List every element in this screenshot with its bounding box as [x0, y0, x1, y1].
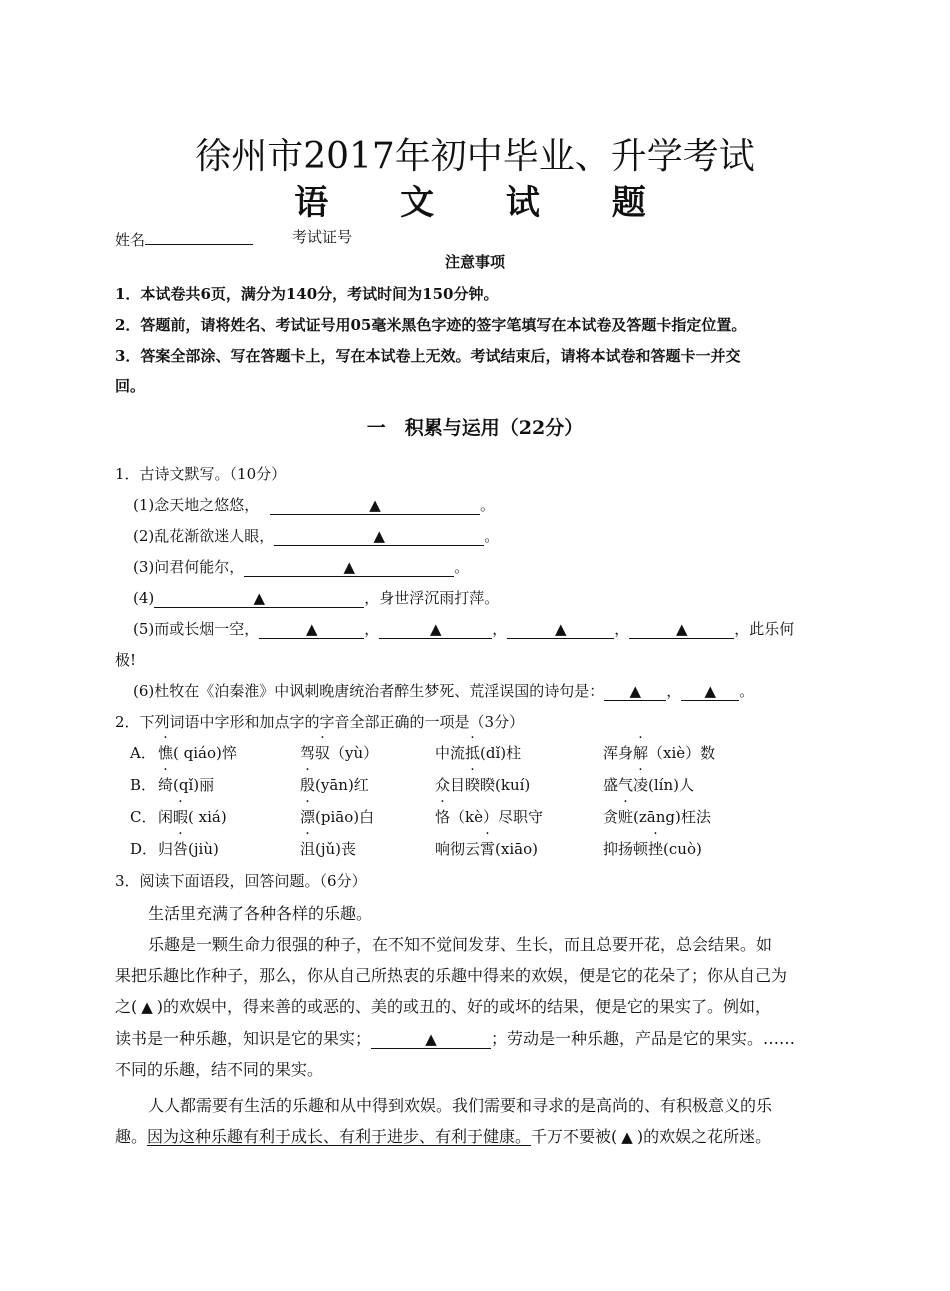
q1-item-1: [133, 494, 495, 515]
comma: ，: [492, 620, 508, 638]
q2-stem: 2．下列词语中字形和加点字的字音全部正确的一项是（3分）: [115, 713, 525, 731]
dotted-char: 睽: [465, 776, 481, 794]
answer-marker: ▲: [676, 620, 688, 638]
word-text: 贪: [603, 808, 619, 826]
answer-marker: ▲: [305, 620, 318, 638]
text: 趣。: [115, 1127, 148, 1146]
q3-para-2-line-2: 果把乐趣比作种子，那么，你从自己所热衷的乐趣中得来的欢娱，便是它的花朵了；你从自己为: [115, 966, 788, 985]
q1-1-text: (1)念天地之悠悠，: [133, 496, 260, 514]
word-text: （kè）尽职守: [450, 808, 543, 826]
q1-2-text: (2)乱花渐欲迷人眼，: [133, 527, 275, 545]
answer-marker: ▲: [141, 998, 153, 1016]
q1-6-text: (6)杜牧在《泊秦淮》中讽刺晚唐统治者醉生梦死、荒淫误国的诗句是：: [133, 682, 605, 700]
q1-item-4: [133, 587, 499, 608]
q1-1-blank[interactable]: [270, 496, 480, 515]
word-text: (qǐ)丽: [173, 776, 215, 794]
name-field[interactable]: [115, 226, 253, 250]
q1-3-end: 。: [454, 558, 470, 576]
q1-5-blank-1[interactable]: [259, 620, 364, 639]
dotted-char: 暇: [173, 808, 189, 826]
q1-6-blank-1[interactable]: [604, 682, 666, 701]
underlined-sentence: 因为这种乐趣有利于成长、有利于进步、有利于健康。: [147, 1127, 532, 1146]
q1-5-end: ，此乐何: [734, 620, 795, 638]
q2-option-label: D．: [130, 840, 158, 858]
dotted-char: 挫: [648, 840, 664, 858]
q2-word: [158, 838, 219, 859]
word-text: 闲: [158, 808, 174, 826]
text: )的欢娱之花所迷。: [636, 1127, 772, 1146]
dotted-char: 漂: [300, 808, 316, 826]
dotted-char: 凌: [633, 776, 649, 794]
notice-item-1: 1．本试卷共6页，满分为140分，考试时间为150分钟。: [115, 285, 499, 303]
q2-word: [158, 742, 237, 763]
dotted-char: 殷: [300, 776, 316, 794]
q3-para-3-line-2: [115, 1124, 771, 1147]
word-text: 睽(kuí): [480, 776, 531, 794]
dotted-char: 抵: [465, 744, 481, 762]
q2-option-label: C．: [130, 808, 157, 826]
comma: ，: [364, 620, 380, 638]
q1-item-2: [133, 525, 499, 546]
q3-blank[interactable]: [371, 1030, 491, 1049]
answer-marker: ▲: [429, 620, 442, 638]
word-text: 盛气: [603, 776, 634, 794]
q1-5-blank-3[interactable]: [507, 620, 614, 639]
text: ；劳动是一种乐趣，产品是它的果实。……: [491, 1029, 796, 1048]
q2-word: [158, 774, 214, 795]
answer-marker: ▲: [425, 1030, 437, 1048]
dotted-char: 霄: [480, 840, 496, 858]
word-text: 归: [158, 840, 174, 858]
q2-word: [158, 806, 227, 827]
dotted-char: 赃: [618, 808, 634, 826]
q1-3-blank[interactable]: [244, 558, 454, 577]
text: 读书是一种乐趣，知识是它的果实；: [115, 1029, 372, 1048]
word-text: （yù）: [330, 744, 379, 762]
word-text: ( qiáo)悴: [173, 744, 237, 762]
q3-para-3-line-1: 人人都需要有生活的乐趣和从中得到欢娱。我们需要和寻求的是高尚的、有积极意义的乐: [148, 1096, 773, 1115]
word-text: (yān)红: [315, 776, 369, 794]
word-text: 抑扬顿: [603, 840, 649, 858]
q2-word: [300, 742, 378, 763]
word-text: 中流: [435, 744, 466, 762]
answer-marker: ▲: [621, 1128, 633, 1146]
q1-5-blank-4[interactable]: [629, 620, 734, 639]
dotted-char: 绮: [158, 776, 174, 794]
word-text: （xiè）数: [648, 744, 716, 762]
q2-word: [300, 774, 369, 795]
q1-item-5: [133, 618, 794, 639]
q1-2-blank[interactable]: [274, 527, 484, 546]
word-text: (cuò): [663, 840, 702, 858]
q1-4-end: ，身世浮沉雨打萍。: [364, 589, 500, 607]
answer-marker: ▲: [343, 558, 356, 576]
q3-para-2-line-1: 乐趣是一颗生命力很强的种子，在不知不觉间发芽、生长，而且总要开花，总会结果。如: [148, 935, 773, 954]
q1-2-end: 。: [484, 527, 500, 545]
q1-item-6: [133, 680, 754, 701]
notice-item-2: 2．答题前，请将姓名、考试证号用05毫米黑色字迹的签字笔填写在本试卷及答题卡指定位置。: [115, 316, 747, 334]
dotted-char: 驭: [315, 744, 331, 762]
name-blank[interactable]: [145, 226, 253, 245]
word-text: ( xiá): [188, 808, 227, 826]
notice-heading: 注意事项: [444, 253, 505, 271]
q2-word: [300, 838, 356, 859]
q1-4-text: (4): [133, 589, 155, 607]
q1-4-blank[interactable]: [154, 589, 364, 608]
answer-marker: ▲: [369, 496, 381, 514]
word-text: 众目: [435, 776, 466, 794]
q3-para-2-line-4: [115, 1026, 795, 1049]
exam-title: 徐州市2017年初中毕业、升学考试: [195, 136, 755, 177]
answer-marker: ▲: [629, 682, 642, 700]
dotted-char: 解: [633, 744, 649, 762]
notice-item-4: 回。: [115, 377, 146, 395]
word-text: 响彻云: [435, 840, 481, 858]
word-text: (dǐ)柱: [480, 744, 522, 762]
word-text: 驾: [300, 744, 316, 762]
q2-option-label: B．: [130, 776, 157, 794]
q3-para-2-line-3: [115, 994, 771, 1017]
q2-word: [603, 806, 711, 827]
word-text: (piāo)白: [315, 808, 375, 826]
q1-5-text: (5)而或长烟一空，: [133, 620, 260, 638]
q2-option-label: A．: [130, 744, 156, 762]
comma: ，: [666, 682, 682, 700]
word-text: (jiù): [188, 840, 219, 858]
word-text: (jǔ)丧: [315, 840, 357, 858]
q3-para-1: 生活里充满了各种各样的乐趣。: [148, 904, 373, 923]
id-label: 考试证号: [292, 228, 353, 246]
answer-marker: ▲: [704, 682, 717, 700]
dotted-char: 恪: [435, 808, 451, 826]
q1-1-end: 。: [480, 496, 496, 514]
section-title: 一 积累与运用（22分）: [366, 417, 584, 439]
q2-word: [603, 742, 715, 763]
answer-marker: ▲: [253, 589, 266, 607]
subject-title: 语 文 试 题: [294, 183, 676, 223]
q1-5-blank-2[interactable]: [379, 620, 492, 639]
q3-para-2-line-5: 不同的乐趣，结不同的果实。: [115, 1060, 324, 1079]
text: 之(: [115, 997, 138, 1016]
q1-3-text: (3)问君何能尔，: [133, 558, 245, 576]
word-text: (xiāo): [495, 840, 538, 858]
q2-word: [603, 774, 694, 795]
comma: ，: [614, 620, 630, 638]
word-text: 浑身: [603, 744, 634, 762]
text: )的欢娱中，得来善的或恶的、美的或丑的、好的或坏的结果，便是它的果实了。例如，: [156, 997, 772, 1016]
notice-item-3: 3．答案全部涂、写在答题卡上，写在本试卷上无效。考试结束后，请将本试卷和答题卡一并交: [115, 347, 741, 365]
answer-marker: ▲: [373, 527, 386, 545]
q2-word: [435, 806, 543, 827]
dotted-char: 咎: [173, 840, 189, 858]
word-text: (zāng)枉法: [633, 808, 711, 826]
q1-6-blank-2[interactable]: [681, 682, 739, 701]
word-text: (lín)人: [648, 776, 694, 794]
q2-word: [435, 742, 521, 763]
dotted-char: 沮: [300, 840, 316, 858]
q3-stem: 3．阅读下面语段，回答问题。（6分）: [115, 872, 367, 890]
text: 千万不要被(: [531, 1127, 618, 1146]
q1-item-5-cont: 极!: [115, 651, 137, 669]
q2-word: [300, 806, 374, 827]
name-label: 姓名: [115, 231, 146, 249]
q2-word: [435, 774, 530, 795]
q1-stem: 1．古诗文默写。（10分）: [115, 465, 287, 483]
answer-marker: ▲: [555, 620, 567, 638]
dotted-char: 憔: [158, 744, 174, 762]
q2-word: [603, 838, 702, 859]
q2-word: [435, 838, 538, 859]
q1-6-end: 。: [739, 682, 755, 700]
q1-item-3: [133, 556, 469, 577]
